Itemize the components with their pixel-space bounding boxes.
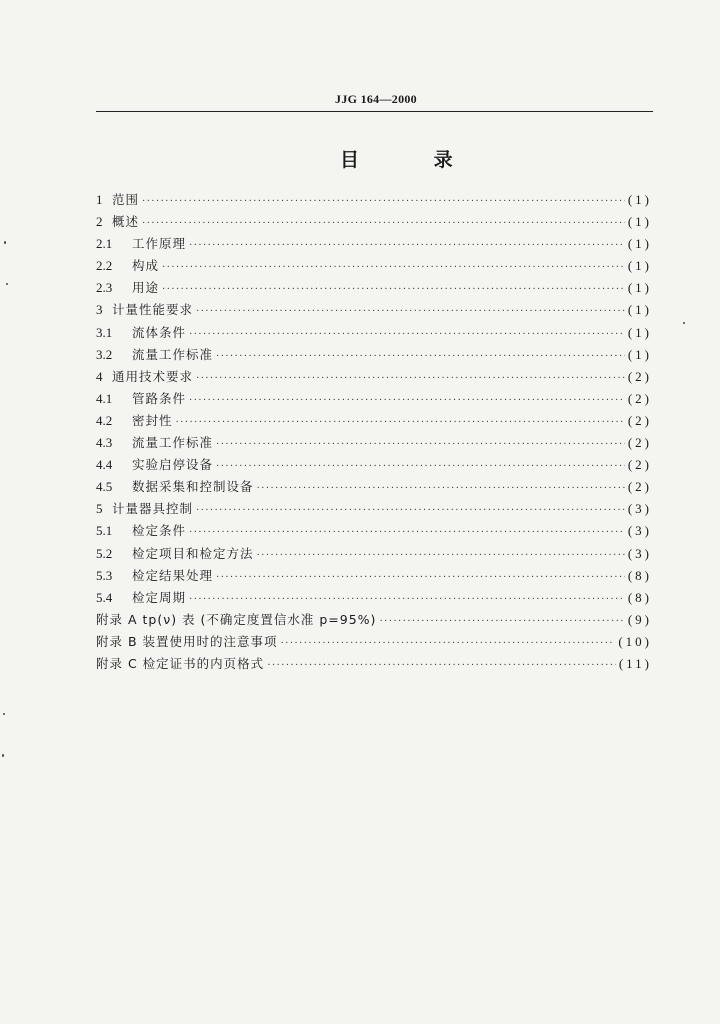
toc-entry-label: 用途	[132, 280, 160, 296]
toc-entry-page: (1)	[627, 258, 652, 274]
toc-entry-page: (1)	[627, 324, 652, 340]
scan-speck	[2, 754, 4, 757]
toc-entry	[96, 322, 652, 344]
toc-entry-page: (1)	[627, 302, 652, 318]
toc-entry-number: 3	[96, 302, 103, 318]
toc-entry-number: 4.2	[96, 412, 113, 428]
toc-entry-page: (2)	[627, 435, 652, 451]
toc-entry-page: (11)	[618, 655, 652, 671]
toc-entry	[96, 255, 652, 277]
toc-entry-number: 1	[96, 192, 103, 207]
toc-entry	[96, 631, 652, 653]
toc-entry-leader-dots	[216, 567, 625, 589]
toc-entry-label: 检定结果处理	[132, 567, 214, 583]
toc-entry-page: (2)	[627, 368, 652, 384]
toc-entry-leader-dots	[267, 655, 616, 677]
toc-entry-leader-dots	[189, 324, 625, 346]
toc-entry-page: (3)	[627, 523, 652, 539]
toc-entry-label: 实验启停设备	[132, 457, 214, 473]
toc-entry	[96, 476, 652, 498]
toc-entry-label: 附录 A tp(ν) 表 (不确定度置信水准 p=95%)	[96, 611, 377, 627]
toc-entry-number: 2.1	[96, 236, 113, 252]
toc-entry-number: 4.5	[96, 479, 113, 495]
toc-entry-label: 计量器具控制	[112, 501, 194, 517]
toc-entry-leader-dots	[257, 478, 625, 500]
toc-entry-page: (2)	[627, 457, 652, 473]
toc-entry	[96, 498, 652, 520]
toc-entry-leader-dots	[189, 589, 625, 611]
toc-entry	[96, 543, 652, 565]
toc-entry	[96, 189, 652, 211]
toc-entry	[96, 432, 652, 454]
toc-entry-number: 2.2	[96, 258, 113, 274]
toc-entry-label: 构成	[132, 258, 160, 274]
toc-entry	[96, 211, 652, 233]
toc-entry-label: 流量工作标准	[132, 435, 214, 451]
toc-entry-page: (2)	[627, 390, 652, 406]
scan-speck	[4, 241, 6, 244]
toc-entry	[96, 454, 652, 476]
toc-entry	[96, 587, 652, 609]
toc-entry-label: 密封性	[132, 412, 173, 428]
scan-speck	[6, 283, 8, 285]
toc-entry	[96, 299, 652, 321]
toc-entry-number: 2	[96, 214, 103, 230]
standard-code: JJG 164—2000	[335, 92, 417, 106]
toc-entry-label: 计量性能要求	[112, 302, 194, 318]
toc-entry-label: 检定项目和检定方法	[132, 545, 254, 561]
toc-entry-page: (8)	[627, 567, 652, 583]
toc-entry	[96, 344, 652, 366]
toc-entry-leader-dots	[196, 500, 625, 522]
toc-entry-page: (1)	[627, 280, 652, 296]
toc-entry-leader-dots	[162, 279, 625, 301]
toc-entry	[96, 520, 652, 542]
toc-title: 目 录	[340, 149, 487, 171]
toc-entry-number: 4.1	[96, 390, 113, 406]
toc-entry-label: 流量工作标准	[132, 346, 214, 362]
toc-entry-leader-dots	[216, 346, 625, 368]
toc-entry-leader-dots	[257, 545, 625, 567]
toc-entry-number: 5	[96, 501, 103, 517]
toc-entry-page: (10)	[618, 633, 652, 649]
toc-entry-label: 工作原理	[132, 236, 187, 252]
toc-entry-label: 通用技术要求	[112, 368, 194, 384]
toc-entry-page: (1)	[627, 236, 652, 252]
toc-entry-number: 5.3	[96, 567, 113, 583]
toc-entry-label: 检定周期	[132, 589, 187, 605]
toc-entry	[96, 609, 652, 631]
toc-entry-number: 2.3	[96, 280, 113, 296]
toc-entry-page: (1)	[627, 346, 652, 362]
toc-entry-label: 范围	[112, 192, 140, 207]
toc-entry-leader-dots	[176, 412, 625, 434]
toc-entry-page: (2)	[627, 479, 652, 495]
toc-entry-number: 5.4	[96, 589, 113, 605]
toc-entry-page: (1)	[627, 214, 652, 230]
toc-entry-number: 5.1	[96, 523, 113, 539]
toc-entry	[96, 410, 652, 432]
toc-entry	[96, 277, 652, 299]
toc-entry-label: 附录 B 装置使用时的注意事项	[96, 633, 278, 649]
toc-entry-number: 5.2	[96, 545, 113, 561]
header-rule	[96, 111, 653, 112]
toc-entry-label: 管路条件	[132, 390, 187, 406]
toc-entry-leader-dots	[196, 368, 625, 390]
toc-entry-page: (2)	[627, 412, 652, 428]
toc-entry-number: 3.1	[96, 324, 113, 340]
toc-entry	[96, 653, 652, 675]
toc-entry-number: 4.4	[96, 457, 113, 473]
toc-entry-number: 4.3	[96, 435, 113, 451]
toc-entry-leader-dots	[216, 456, 625, 478]
toc-entry-page: (3)	[627, 501, 652, 517]
toc-entry-page: (1)	[627, 192, 652, 207]
toc-entry-label: 流体条件	[132, 324, 187, 340]
toc-entry-page: (8)	[627, 589, 652, 605]
toc-entry-page: (9)	[627, 611, 652, 627]
toc-entry-number: 3.2	[96, 346, 113, 362]
toc-entry-page: (3)	[627, 545, 652, 561]
toc-entry-leader-dots	[142, 191, 625, 213]
toc-entry-leader-dots	[189, 390, 625, 412]
toc-entry	[96, 565, 652, 587]
toc-list	[96, 189, 652, 675]
toc-entry-leader-dots	[142, 213, 625, 235]
toc-entry-leader-dots	[281, 633, 616, 655]
toc-entry-label: 附录 C 检定证书的内页格式	[96, 655, 265, 671]
toc-entry-leader-dots	[162, 257, 625, 279]
toc-entry	[96, 366, 652, 388]
toc-entry-label: 概述	[112, 214, 140, 230]
toc-entry-label: 数据采集和控制设备	[132, 479, 254, 495]
scan-speck	[3, 713, 5, 715]
toc-entry-number: 4	[96, 368, 103, 384]
toc-entry-leader-dots	[216, 434, 625, 456]
toc-entry-leader-dots	[189, 522, 625, 544]
scan-speck	[683, 322, 685, 324]
toc-entry-leader-dots	[196, 301, 625, 323]
toc-entry	[96, 388, 652, 410]
toc-entry-leader-dots	[379, 611, 624, 633]
toc-entry-leader-dots	[189, 235, 625, 257]
toc-entry-label: 检定条件	[132, 523, 187, 539]
toc-entry	[96, 233, 652, 255]
